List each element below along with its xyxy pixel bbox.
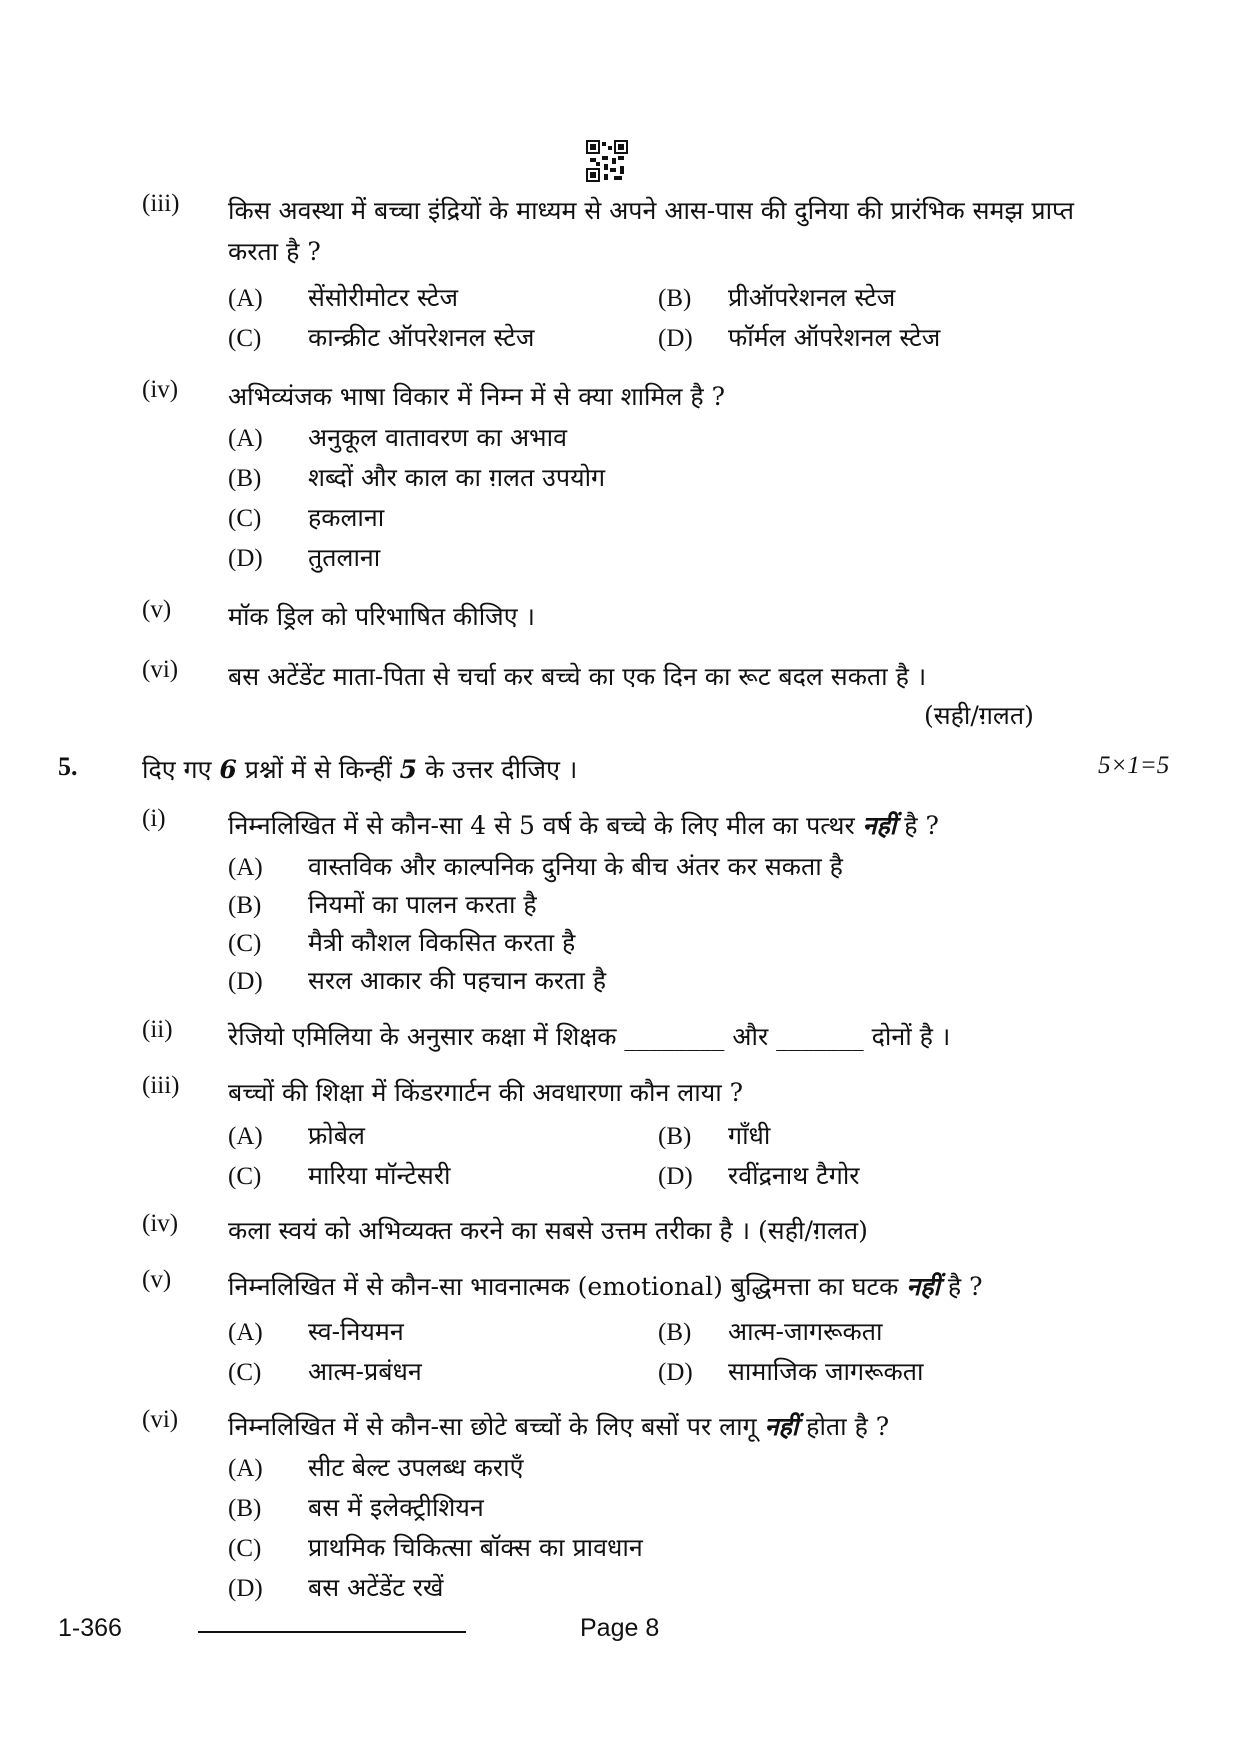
option-d: (D) फॉर्मल ऑपरेशनल स्टेज	[658, 323, 941, 352]
marks-scheme: 5×1=5	[1098, 752, 1170, 779]
option-d: (D) बस अटेंडेंट रखें	[228, 1573, 444, 1602]
question-number: (iii)	[142, 190, 180, 217]
option-c: (C) प्राथमिक चिकित्सा बॉक्स का प्रावधान	[228, 1533, 643, 1562]
option-c: (C) मैत्री कौशल विकसित करता है	[228, 928, 576, 957]
option-a: (A) स्व-नियमन	[228, 1317, 404, 1346]
option-a: (A) अनुकूल वातावरण का अभाव	[228, 423, 567, 452]
true-false-note: (सही/ग़लत)	[924, 701, 1034, 730]
question-text: निम्नलिखित में से कौन-सा छोटे बच्चों के लिए बसों पर लागू नहीं होता है ?	[228, 1412, 890, 1441]
option-c: (C) आत्म-प्रबंधन	[228, 1357, 422, 1386]
option-a: (A) वास्तविक और काल्पनिक दुनिया के बीच अंतर कर सकता है	[228, 852, 843, 881]
question-number: (v)	[142, 1266, 172, 1293]
option-b: (B) प्रीऑपरेशनल स्टेज	[658, 283, 896, 312]
paper-code: 1-366	[58, 1614, 122, 1642]
option-c: (C) कान्क्रीट ऑपरेशनल स्टेज	[228, 323, 535, 352]
option-a: (A) फ्रोबेल	[228, 1121, 365, 1150]
option-d: (D) सरल आकार की पहचान करता है	[228, 966, 607, 995]
option-b: (B) गाँधी	[658, 1121, 771, 1150]
question-text: रेजियो एमिलिया के अनुसार कक्षा में शिक्षक ________ और _______ दोनों है ।	[228, 1022, 951, 1051]
question-number: (iv)	[142, 376, 179, 403]
question-text: मॉक ड्रिल को परिभाषित कीजिए ।	[228, 602, 535, 631]
option-b: (B) बस में इलेक्ट्रीशियन	[228, 1493, 484, 1522]
question-text: किस अवस्था में बच्चा इंद्रियों के माध्यम से अपने आस-पास की दुनिया की प्रारंभिक समझ प्राप्त करता है ?	[228, 196, 1075, 266]
option-b: (B) नियमों का पालन करता है	[228, 890, 537, 919]
qr-code-icon	[586, 140, 628, 182]
question-number: (vi)	[142, 656, 179, 683]
question-number: (ii)	[142, 1016, 173, 1043]
question-number: (iii)	[142, 1072, 180, 1099]
question-text: निम्नलिखित में से कौन-सा 4 से 5 वर्ष के बच्चे के लिए मील का पत्थर नहीं है ?	[228, 811, 939, 840]
option-d: (D) तुतलाना	[228, 543, 381, 572]
option-c: (C) हकलाना	[228, 503, 385, 532]
option-a: (A) सीट बेल्ट उपलब्ध कराएँ	[228, 1453, 524, 1482]
question-number: (i)	[142, 805, 166, 832]
question-text: बस अटेंडेंट माता-पिता से चर्चा कर बच्चे का एक दिन का रूट बदल सकता है ।	[228, 662, 927, 691]
option-b: (B) शब्दों और काल का ग़लत उपयोग	[228, 463, 606, 492]
question-text: बच्चों की शिक्षा में किंडरगार्टन की अवधारणा कौन लाया ?	[228, 1078, 744, 1107]
question-5-number: 5.	[58, 752, 78, 781]
question-text: अभिव्यंजक भाषा विकार में निम्न में से क्या शामिल है ?	[228, 382, 725, 411]
question-number: (vi)	[142, 1406, 179, 1433]
question-number: (iv)	[142, 1210, 179, 1237]
question-5-instruction: दिए गए 6 प्रश्नों में से किन्हीं 5 के उत्तर दीजिए ।	[142, 755, 578, 784]
option-d: (D) सामाजिक जागरूकता	[658, 1357, 924, 1386]
page-number: Page 8	[580, 1614, 660, 1642]
option-b: (B) आत्म-जागरूकता	[658, 1317, 883, 1346]
question-number: (v)	[142, 596, 172, 623]
option-a: (A) सेंसोरीमोटर स्टेज	[228, 283, 459, 312]
question-text: कला स्वयं को अभिव्यक्त करने का सबसे उत्तम तरीका है । (सही/ग़लत)	[228, 1216, 868, 1245]
option-c: (C) मारिया मॉन्टेसरी	[228, 1161, 451, 1190]
option-d: (D) रवींद्रनाथ टैगोर	[658, 1161, 860, 1190]
footer-divider	[198, 1631, 466, 1633]
question-text: निम्नलिखित में से कौन-सा भावनात्मक (emotional) बुद्धिमत्ता का घटक नहीं है ?	[228, 1272, 983, 1301]
